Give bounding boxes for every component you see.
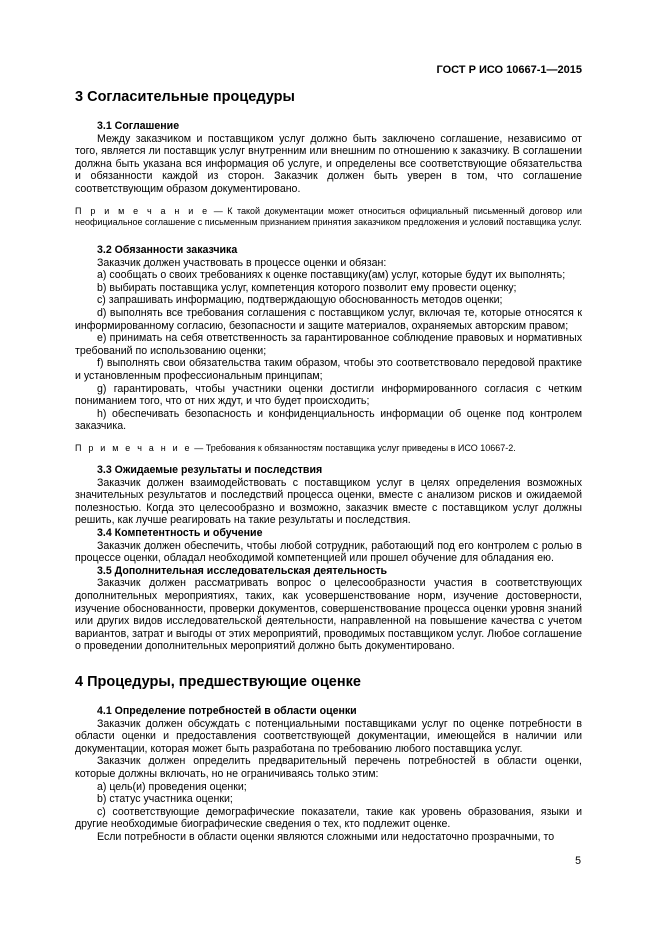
- subsection-3-4-title: 3.4 Компетентность и обучение: [97, 527, 263, 540]
- subsection-3-5-text: Заказчик должен рассматривать вопрос о целесообразности участия в соответствующих дополнительных мероприятиях, таких, как усовершенствование норм, изучение достоверности, изучение обоснованности, проверки документов, совершенствование процесса оценки уровня знаний или других видов исследовательской деятельности, направленной на повышение качества с учетом вариантов, затрат и выгоды от этих мероприятий, проводимых поставщиком услуг. Любое соглашение о проведении дополнительных мероприятий должно быть документировано.: [75, 577, 582, 653]
- subsection-3-3-title: 3.3 Ожидаемые результаты и последствия: [97, 464, 323, 477]
- list-item: g) гарантировать, чтобы участники оценки достигли информированного согласия с четким пониманием того, что от них ждут, и что будет происходить;: [75, 382, 582, 408]
- list-item: d) выполнять все требования соглашения с поставщиком услуг, включая те, которые относятся к информированному согласию, безопасности и защите материалов, охраняемых авторским правом;: [75, 306, 582, 332]
- list-item: c) соответствующие демографические показатели, такие как уровень образования, языки и другие необходимые биографические сведения о тех, кто подлежит оценке.: [75, 805, 582, 831]
- page-number: 5: [575, 855, 581, 867]
- list-item: a) цель(и) проведения оценки;: [97, 780, 247, 793]
- subsection-3-1-title: 3.1 Соглашение: [97, 120, 180, 132]
- subsection-4-1-p2: Заказчик должен определить предварительный перечень потребностей в области оценки, которые должны включать, но не ограничиваясь только этим:: [75, 755, 582, 780]
- section-4-title: 4 Процедуры, предшествующие оценке: [75, 673, 361, 690]
- list-item: f) выполнять свои обязательства таким образом, чтобы это соответствовало передовой практике и установленным профессиональным принципам;: [75, 357, 582, 382]
- note-text: — Требования к обязанностям поставщика услуг приведены в ИСО 10667-2.: [191, 442, 516, 453]
- note-text: — К такой документации может относиться официальный письменный договор или неофициальное соглашение с письменным признанием принятия заказчиком предложения и условий поставщика услуг.: [75, 205, 583, 227]
- list-item: e) принимать на себя ответственность за гарантированное соблюдение правовых и нормативных требований по использованию оценки;: [75, 332, 582, 357]
- note-label: П р и м е ч а н и е: [75, 205, 210, 216]
- list-item: b) статус участника оценки;: [97, 793, 233, 806]
- subsection-3-5-title: 3.5 Дополнительная исследовательская деятельность: [97, 564, 388, 577]
- list-item: b) выбирать поставщика услуг, компетенция которого позволит ему провести оценку;: [97, 281, 517, 294]
- note-3-1: [75, 206, 582, 228]
- list-item: h) обеспечивать безопасность и конфиденциальность информации об оценке под контролем заказчика.: [75, 407, 582, 433]
- standard-header: ГОСТ Р ИСО 10667-1—2015: [436, 64, 582, 76]
- subsection-3-4-text: Заказчик должен обеспечить, чтобы любой сотрудник, работающий под его контролем с ролью в процессе оценки, обладал необходимой компетенцией или прошел обучение для обладания ею.: [75, 539, 582, 565]
- subsection-4-1-title: 4.1 Определение потребностей в области оценки: [97, 704, 357, 717]
- list-item: a) сообщать о своих требованиях к оценке поставщику(ам) услуг, которые будут их выполнять;: [97, 269, 566, 282]
- subsection-3-2-intro: Заказчик должен участвовать в процессе оценки и обязан:: [97, 256, 387, 269]
- note-3-2: [75, 443, 582, 454]
- list-item: c) запрашивать информацию, подтверждающую обоснованность методов оценки;: [97, 294, 503, 307]
- subsection-4-1-p1: Заказчик должен обсуждать с потенциальными поставщиками услуг по оценке потребности в области оценки и предоставления соответствующей документации, имеющейся в наличии или документации, которая может быть разработана по требованию любого поставщика услуг.: [75, 717, 582, 755]
- subsection-3-1-text: Между заказчиком и поставщиком услуг должно быть заключено соглашение, независимо от того, является ли поставщик услуг внутренним или внешним по отношению к заказчику. В соглашении должна быть указана вся информация об услуге, и определены все соответствующие обязательства и обязанности каждой из сторон. Заказчик должен быть уверен в том, что соглашение соответствующим образом документировано.: [75, 132, 582, 195]
- note-label: П р и м е ч а н и е: [75, 442, 192, 453]
- subsection-3-2-title: 3.2 Обязанности заказчика: [97, 243, 238, 256]
- section-3-title: 3 Согласительные процедуры: [75, 89, 295, 105]
- subsection-3-3-text: Заказчик должен взаимодействовать с поставщиком услуг в целях определения возможных значительных результатов и последствий процесса оценки, вместе с анализом рисков и ожидаемой полезностью. Когда это целесообразно и возможно, заказчик вместе с поставщиком услуг должны решить, как лучше реагировать на такие результаты и последствия.: [75, 476, 582, 527]
- page-content: [75, 84, 582, 844]
- subsection-4-1-p3: Если потребности в области оценки являются сложными или недостаточно прозрачными, то: [97, 830, 555, 843]
